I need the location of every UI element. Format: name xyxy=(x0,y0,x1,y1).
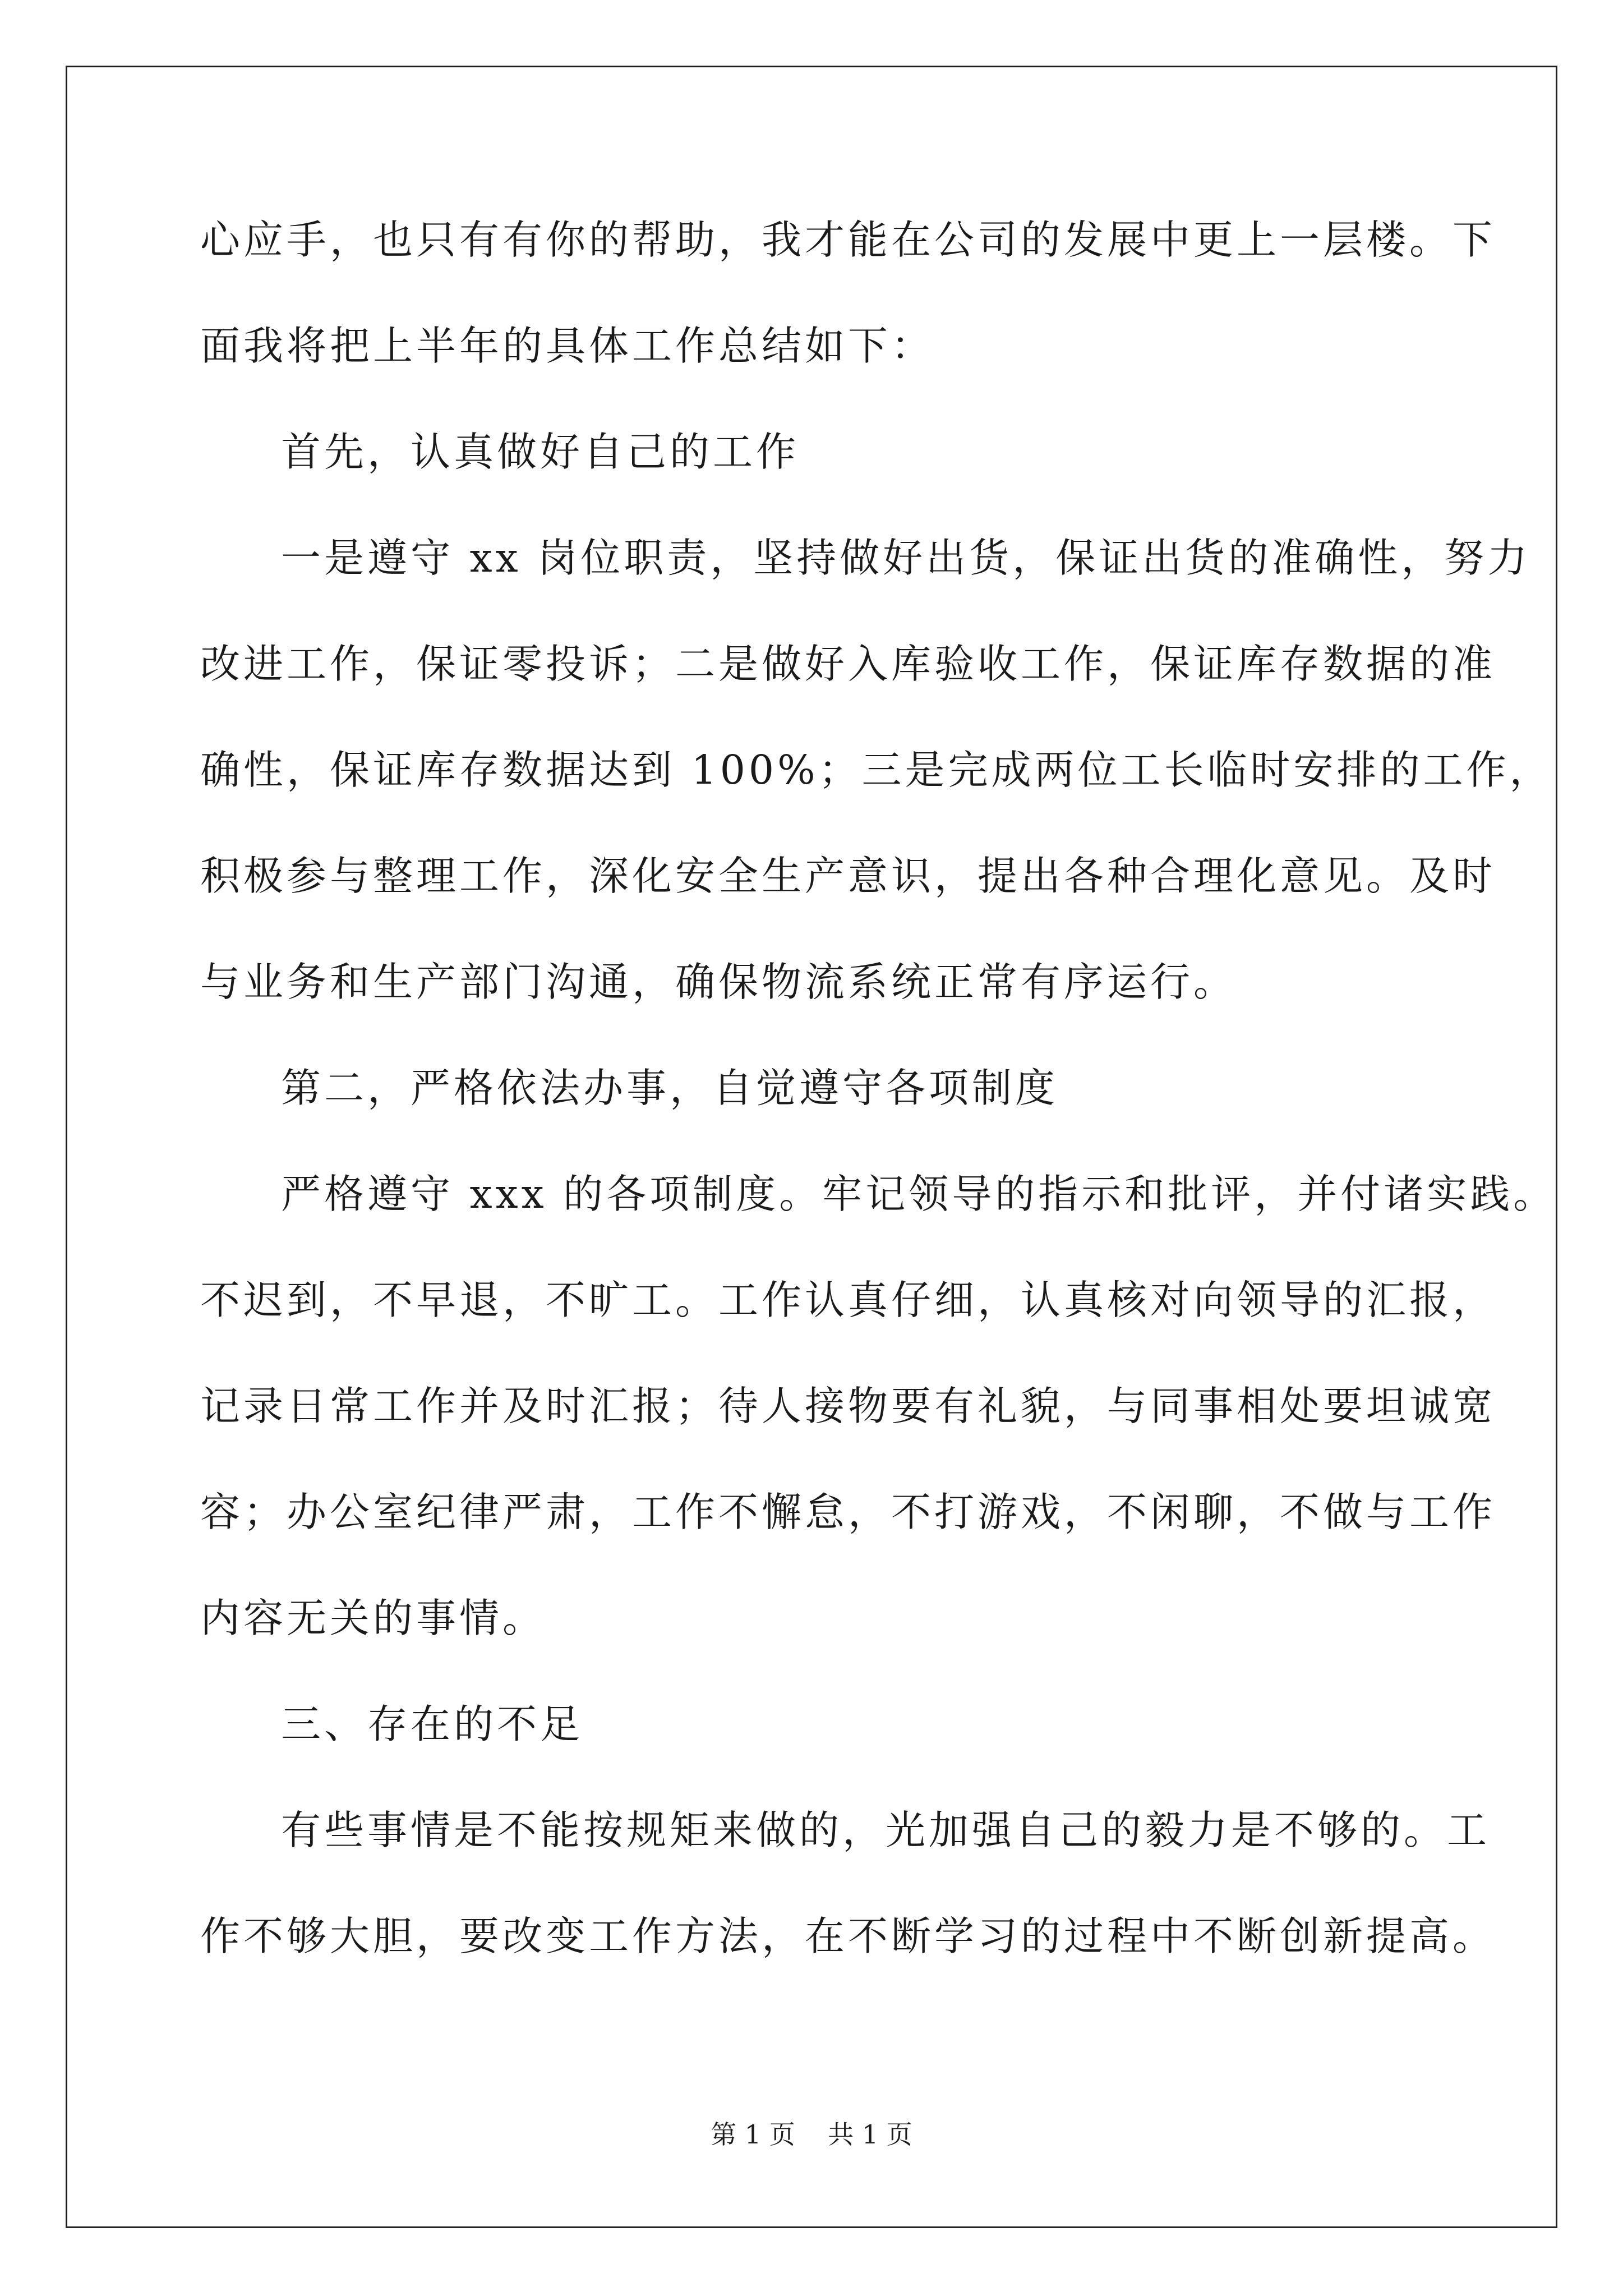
text-line: 记录日常工作并及时汇报；待人接物要有礼貌，与同事相处要坦诚宽 xyxy=(200,1383,1496,1429)
text-line: 确性，保证库存数据达到 100%；三是完成两位工长临时安排的工作， xyxy=(200,747,1553,793)
text-line: 改进工作，保证零投诉；二是做好入库验收工作，保证库存数据的准 xyxy=(200,641,1496,687)
text-line: 容；办公室纪律严肃，工作不懈怠，不打游戏，不闲聊，不做与工作 xyxy=(200,1489,1496,1535)
text-line: 内容无关的事情。 xyxy=(200,1595,546,1641)
section-heading: 三、存在的不足 xyxy=(281,1701,584,1747)
section-heading: 首先，认真做好自己的工作 xyxy=(281,429,800,475)
section-heading: 第二，严格依法办事，自觉遵守各项制度 xyxy=(281,1065,1059,1111)
text-line: 不迟到，不早退，不旷工。工作认真仔细，认真核对向领导的汇报， xyxy=(200,1277,1496,1323)
text-line: 严格遵守 xxx 的各项制度。牢记领导的指示和批评，并付诸实践。 xyxy=(281,1171,1557,1217)
page-number-footer: 第 1 页 共 1 页 xyxy=(711,2119,912,2150)
text-line: 积极参与整理工作，深化安全生产意识，提出各种合理化意见。及时 xyxy=(200,853,1496,899)
text-line: 有些事情是不能按规矩来做的，光加强自己的毅力是不够的。工 xyxy=(281,1807,1491,1853)
text-line: 作不够大胆，要改变工作方法，在不断学习的过程中不断创新提高。 xyxy=(200,1913,1496,1959)
text-line: 面我将把上半年的具体工作总结如下： xyxy=(200,323,935,369)
text-line: 一是遵守 xx 岗位职责，坚持做好出货，保证出货的准确性，努力 xyxy=(281,535,1531,581)
text-line: 与业务和生产部门沟通，确保物流系统正常有序运行。 xyxy=(200,959,1237,1005)
text-line: 心应手，也只有有你的帮助，我才能在公司的发展中更上一层楼。下 xyxy=(200,217,1496,263)
page-border xyxy=(66,66,1557,2228)
